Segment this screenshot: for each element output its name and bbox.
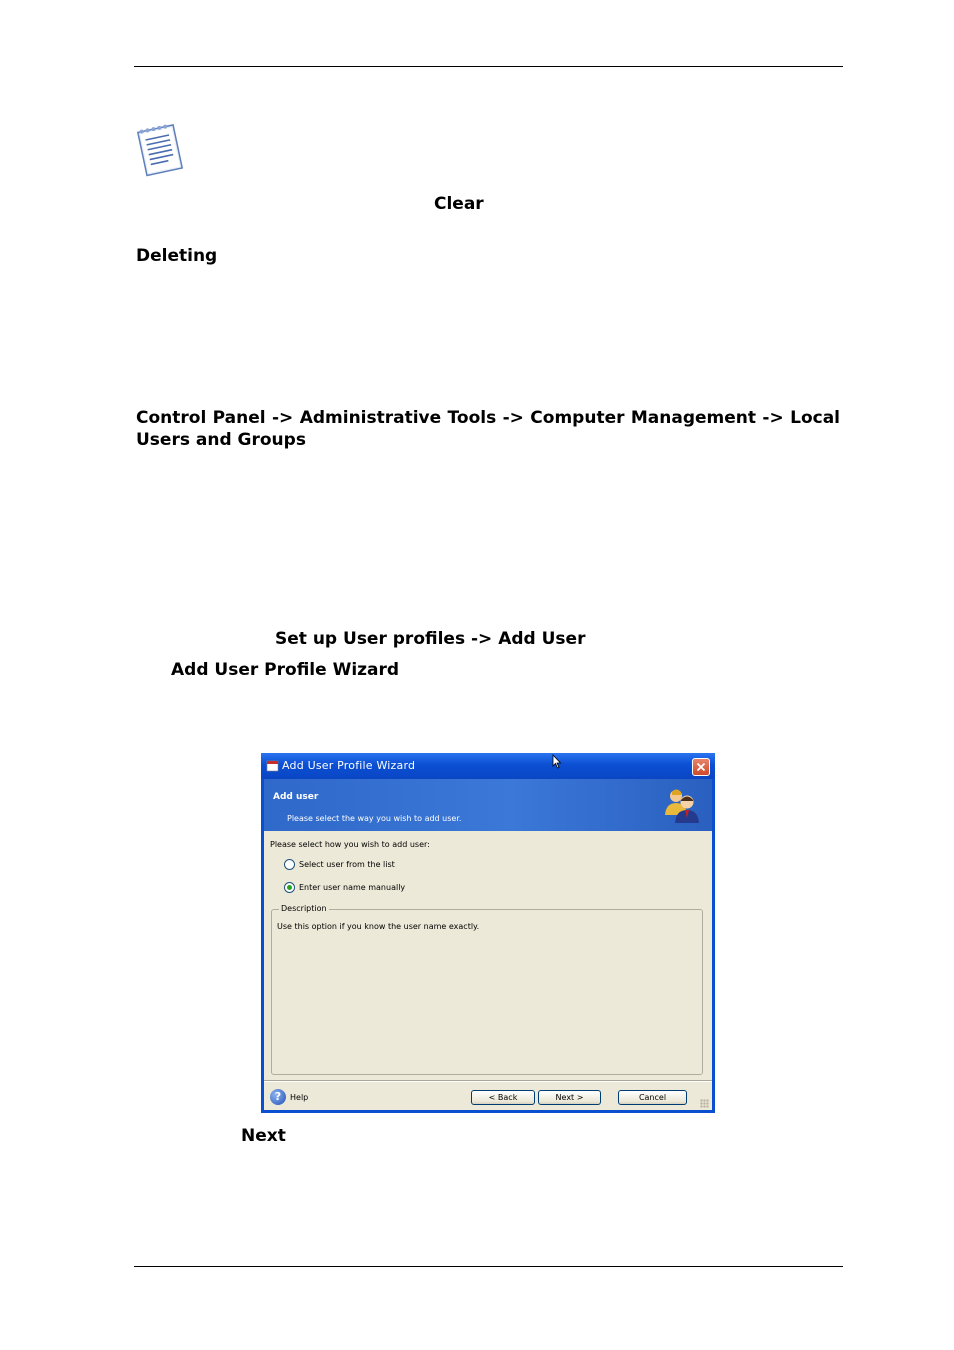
description-text: Use this option if you know the user name exactly. bbox=[277, 922, 480, 931]
radio-enter-manually[interactable] bbox=[284, 882, 295, 893]
option-prompt: Please select how you wish to add user: bbox=[270, 840, 430, 849]
wizard-name: Add User Profile Wizard bbox=[171, 660, 400, 680]
description-label: Description bbox=[281, 904, 327, 913]
deleting-heading: Deleting bbox=[136, 246, 218, 266]
wizard-header bbox=[264, 779, 712, 831]
cancel-button[interactable]: Cancel bbox=[618, 1090, 687, 1105]
option-enter-manually-label[interactable]: Enter user name manually bbox=[299, 883, 406, 892]
radio-select-from-list[interactable] bbox=[284, 859, 295, 870]
header-title: Add user bbox=[273, 792, 319, 802]
back-button[interactable]: < Back bbox=[471, 1090, 535, 1105]
menu-path: Set up User profiles -> Add User bbox=[275, 629, 586, 649]
cursor-icon bbox=[552, 754, 562, 770]
close-button[interactable] bbox=[692, 758, 710, 776]
option-select-from-list-label[interactable]: Select user from the list bbox=[299, 860, 395, 869]
close-icon bbox=[693, 759, 709, 775]
wizard-body bbox=[264, 831, 712, 1110]
header-rule bbox=[134, 66, 843, 67]
next-button[interactable]: Next > bbox=[538, 1090, 601, 1105]
dialog-title-bar[interactable] bbox=[261, 753, 715, 779]
note-icon bbox=[134, 122, 188, 178]
control-panel-path-line2: Users and Groups bbox=[136, 430, 306, 450]
dialog-title: Add User Profile Wizard bbox=[282, 759, 416, 772]
wizard-app-icon bbox=[266, 759, 279, 772]
resize-grip[interactable] bbox=[700, 1099, 709, 1108]
footer-divider bbox=[264, 1081, 712, 1082]
help-link[interactable]: Help bbox=[290, 1093, 309, 1102]
help-icon[interactable]: ? bbox=[270, 1089, 286, 1105]
clear-term: Clear bbox=[434, 194, 484, 214]
control-panel-path-line1: Control Panel -> Administrative Tools -> Computer Management -> Local bbox=[136, 408, 840, 428]
add-user-wizard-dialog bbox=[261, 753, 715, 1113]
description-group bbox=[271, 904, 703, 1075]
users-icon bbox=[662, 785, 702, 825]
footer-rule bbox=[134, 1266, 843, 1267]
header-subtitle: Please select the way you wish to add user. bbox=[287, 814, 462, 823]
next-term: Next bbox=[241, 1126, 286, 1146]
